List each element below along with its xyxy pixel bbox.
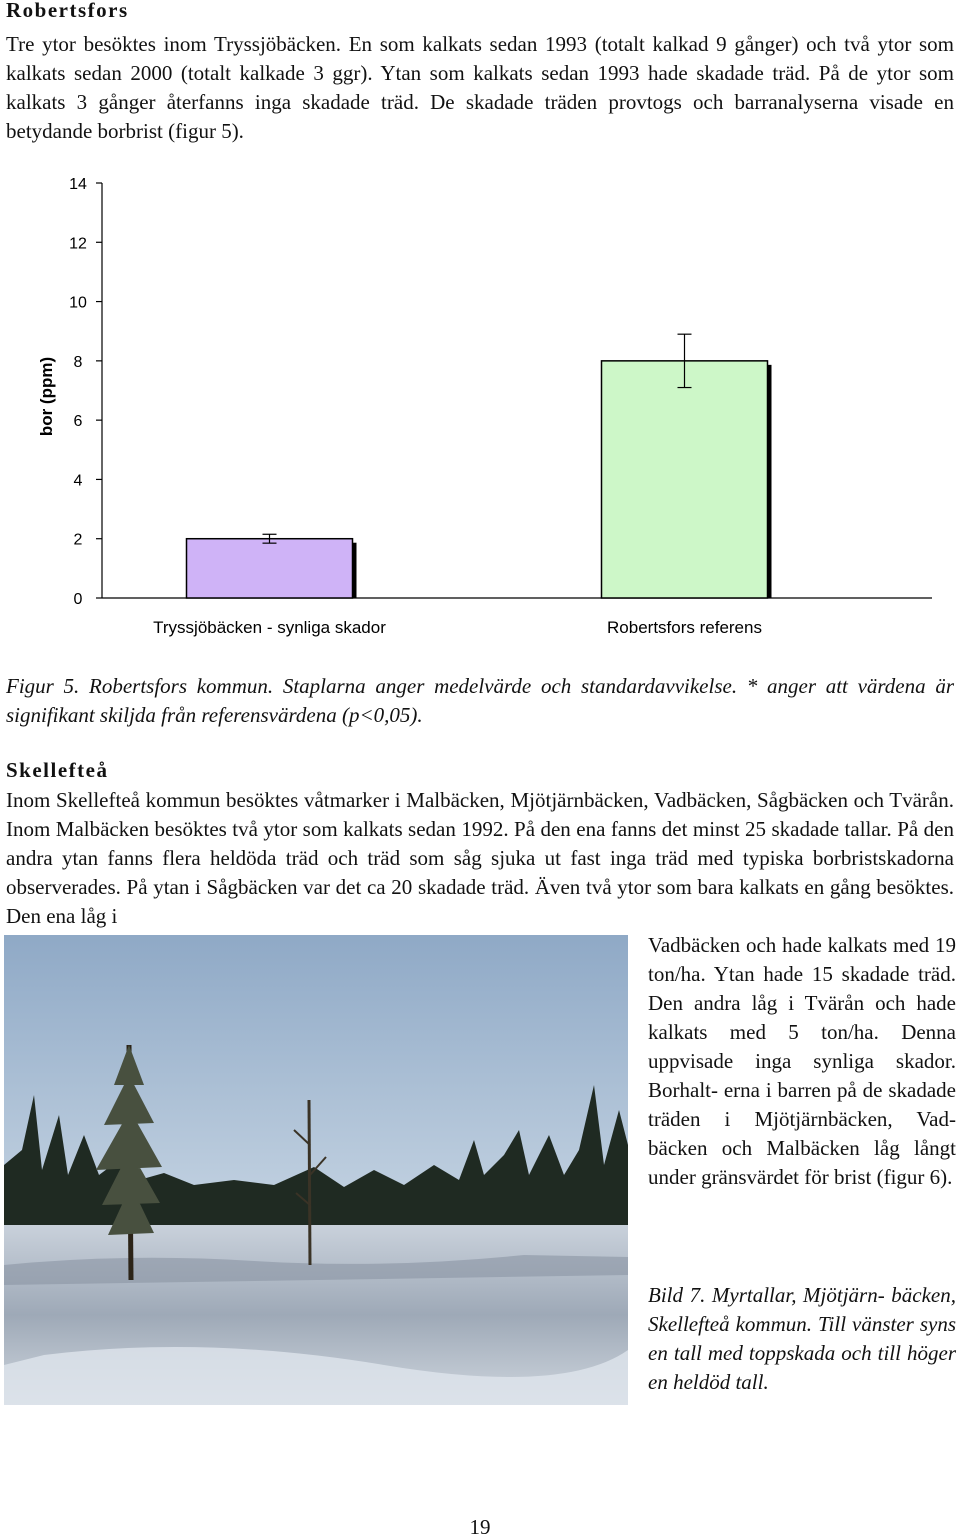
bar bbox=[187, 539, 353, 598]
y-tick-label: 10 bbox=[69, 294, 87, 312]
boron-bar-chart bbox=[0, 150, 960, 650]
y-tick-label: 8 bbox=[73, 353, 83, 371]
section-heading-robertsfors: Robertsfors bbox=[6, 0, 129, 22]
y-tick-label: 0 bbox=[73, 591, 83, 608]
y-axis-label: bor (ppm) bbox=[37, 356, 56, 437]
skelleftea-paragraph: Inom Skellefteå kommun besöktes våtmarker i Malbäcken, Mjötjärnbäcken, Vadbäcken, Sågbäcken och Tvärån. Inom Malbäcken besöktes två ytor som kalkats sedan 1992. På den ena fanns det minst 25 skadade tallar. På den andra ytan fanns flera heldöda träd och träd som såg sjuka ut fast inga träd med typiska borbristskadorna observerades. På ytan i Sågbäcken var det ca 20 skadade träd. Även två ytor som bara kalkats en gång besöktes. Den ena låg i bbox=[6, 788, 954, 928]
page-number: 19 bbox=[469, 1515, 491, 1539]
bar bbox=[602, 361, 768, 598]
y-tick-label: 6 bbox=[73, 413, 83, 431]
skelleftea-paragraph-continued: Vadbäcken och hade kalkats med 19 ton/ha. Ytan hade 15 skadade träd. Den andra låg i Tvärån och hade kalkats med 5 ton/ha. Denna uppvisade inga synliga skador. Borhalt- erna i barren på de skadade träden i Mjötjärnbäcken, Vad- bäcken och Malbäcken låg långt under gränsvärdet för brist (figur 6). bbox=[648, 933, 956, 1189]
y-tick-label: 12 bbox=[69, 235, 87, 253]
figure-5-caption: Figur 5. Robertsfors kommun. Staplarna anger medelvärde och standardavvikelse. * anger att värdena är signifikant skiljda från referensvärdena (p<0,05). bbox=[6, 674, 954, 727]
category-label: Robertsfors referens bbox=[607, 618, 762, 637]
y-tick-label: 4 bbox=[73, 472, 83, 490]
wetland-photo bbox=[4, 935, 628, 1405]
y-tick-label: 14 bbox=[69, 176, 87, 193]
y-tick-label: 2 bbox=[73, 531, 83, 549]
section-heading-skelleftea: Skellefteå bbox=[6, 758, 109, 782]
robertsfors-paragraph: Tre ytor besöktes inom Tryssjöbäcken. En som kalkats sedan 1993 (totalt kalkad 9 gånger) och två ytor som kalkats sedan 2000 (totalt kalkade 3 ggr). Ytan som kalkats sedan 1993 hade skadade träd. På de ytor som kalkats 3 gånger återfanns inga skadade träd. De skadade träden provtogs och barranalyserna visade en betydande borbrist (figur 5). bbox=[6, 32, 954, 143]
category-label: Tryssjöbäcken - synliga skador bbox=[153, 618, 386, 637]
photo-7-caption: Bild 7. Myrtallar, Mjötjärn- bäcken, Skellefteå kommun. Till vänster syns en tall med toppskada och till höger en heldöd tall. bbox=[648, 1283, 956, 1394]
